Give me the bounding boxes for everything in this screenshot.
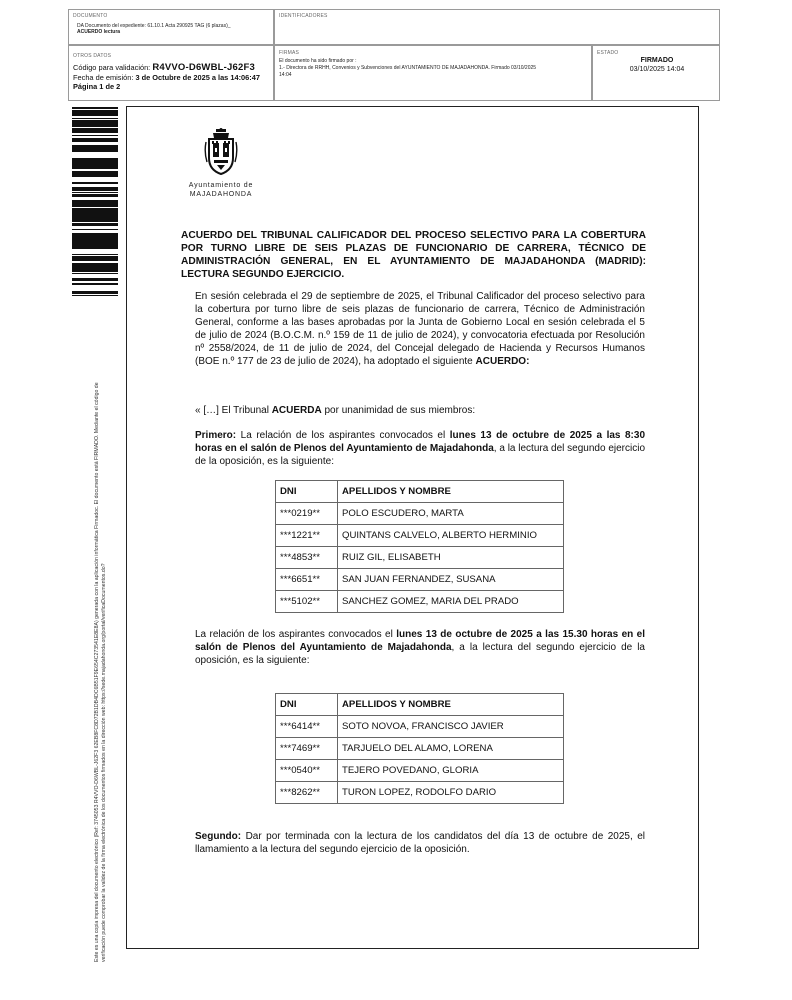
table-row bbox=[276, 591, 564, 613]
validation-code-prefix: Código para validación: bbox=[73, 63, 151, 72]
logo-line1: Ayuntamiento de bbox=[188, 182, 254, 189]
segundo-paragraph bbox=[195, 831, 645, 857]
intro-acuerdo: ACUERDO: bbox=[475, 355, 530, 367]
segunda-bold1: lunes 13 de octubre de 2025 a las 15.30 horas en el salón de Plenos del Ayuntamiento de Majadahonda bbox=[195, 629, 645, 653]
primero-text1: La relación de los aspirantes convocados el bbox=[240, 430, 446, 441]
validation-barcode bbox=[72, 106, 118, 296]
name-cell: TEJERO POVEDANO, GLORIA bbox=[338, 760, 564, 782]
identificadores-label: IDENTIFICADORES bbox=[279, 13, 328, 19]
firmas-line3: 14:04 bbox=[279, 72, 292, 78]
emission-date-prefix: Fecha de emisión: bbox=[73, 73, 134, 82]
validation-code: R4VVO-D6WBL-J62F3 bbox=[152, 62, 255, 73]
table-row bbox=[276, 503, 564, 525]
primero-label: Primero: bbox=[195, 430, 237, 441]
estado-date: 03/10/2025 14:04 bbox=[629, 66, 685, 73]
table-header-row bbox=[276, 481, 564, 503]
name-cell: POLO ESCUDERO, MARTA bbox=[338, 503, 564, 525]
dni-cell: ***7469** bbox=[276, 738, 338, 760]
name-cell: SOTO NOVOA, FRANCISCO JAVIER bbox=[338, 716, 564, 738]
coat-of-arms-icon bbox=[204, 128, 238, 176]
acuerda-prefix: « […] El Tribunal bbox=[195, 405, 269, 416]
table-row bbox=[276, 738, 564, 760]
name-cell: QUINTANS CALVELO, ALBERTO HERMINIO bbox=[338, 525, 564, 547]
name-cell: TARJUELO DEL ALAMO, LORENA bbox=[338, 738, 564, 760]
side-verification-note bbox=[94, 302, 108, 962]
segunda-text1: La relación de los aspirantes convocados el bbox=[195, 629, 393, 640]
emission-date: 3 de Octubre de 2025 a las 14:06:47 bbox=[135, 73, 260, 82]
column-header-dni: DNI bbox=[276, 694, 338, 716]
documento-label: DOCUMENTO bbox=[73, 13, 108, 19]
column-header-dni: DNI bbox=[276, 481, 338, 503]
primero-bold1: lunes 13 de octubre de 2025 a las 8:30 horas en el salón de Plenos del Ayuntamiento de Majadahonda bbox=[195, 430, 646, 454]
document-title: ACUERDO DEL TRIBUNAL CALIFICADOR DEL PROCESO SELECTIVO PARA LA COBERTURA POR TURNO LIBRE DE SEIS PLAZAS DE FUNCIONARIO DE CARRERA, TÉCNICO DE ADMINISTRACIÓN GENERAL, EN EL AYUNTAMIENTO DE MAJADAHONDA (MADRID): LECTURA SEGUNDO EJERCICIO. bbox=[181, 230, 646, 280]
segunda-text2: , a la lectura del segundo ejercicio de la oposición, es la siguiente: bbox=[195, 641, 645, 666]
segundo-label: Segundo: bbox=[195, 831, 242, 842]
column-header-name: APELLIDOS Y NOMBRE bbox=[338, 694, 564, 716]
segunda-relacion-paragraph bbox=[195, 629, 645, 668]
side-note-line1: Este es una copia impresa del documento electrónico (Ref: 3745053 R4VVO-D6WBL-J62F3 62EB8FC8D72B1DB4DC6B51F9E654C273541E8E8A) generada con la aplicación informática Firmadoc. El documento está FIRMADO. Mediante el código de bbox=[94, 382, 100, 962]
header-identificadores-box bbox=[274, 9, 720, 45]
firmas-line1: El documento ha sido firmado por : bbox=[279, 58, 357, 64]
header-firmas-box bbox=[274, 45, 592, 101]
table-row bbox=[276, 760, 564, 782]
table-row bbox=[276, 782, 564, 804]
firmas-label: FIRMAS bbox=[279, 50, 300, 56]
table-row bbox=[276, 547, 564, 569]
table-row bbox=[276, 569, 564, 591]
acuerda-suffix: por unanimidad de sus miembros: bbox=[324, 405, 476, 416]
dni-cell: ***1221** bbox=[276, 525, 338, 547]
header-otros-datos-box bbox=[68, 45, 274, 101]
validation-code-row bbox=[73, 62, 255, 73]
acuerda-paragraph bbox=[195, 405, 645, 418]
header-estado-box bbox=[592, 45, 720, 101]
dni-cell: ***6651** bbox=[276, 569, 338, 591]
segundo-text: Dar por terminada con la lectura de los candidatos del día 13 de octubre de 2025, el llamamiento a la lectura del segundo ejercicio de la oposición. bbox=[195, 831, 645, 855]
name-cell: RUIZ GIL, ELISABETH bbox=[338, 547, 564, 569]
table-header-row bbox=[276, 694, 564, 716]
column-header-name: APELLIDOS Y NOMBRE bbox=[338, 481, 564, 503]
primero-text2: , a la lectura del segundo ejercicio de la oposición, es la siguiente: bbox=[195, 442, 646, 467]
estado-status: FIRMADO bbox=[640, 57, 674, 64]
primero-paragraph bbox=[195, 430, 645, 469]
logo-line2: MAJADAHONDA bbox=[189, 191, 253, 198]
intro-paragraph bbox=[195, 291, 645, 368]
name-cell: TURON LOPEZ, RODOLFO DARIO bbox=[338, 782, 564, 804]
dni-cell: ***5102** bbox=[276, 591, 338, 613]
municipal-logo bbox=[188, 128, 254, 199]
name-cell: SAN JUAN FERNANDEZ, SUSANA bbox=[338, 569, 564, 591]
otros-datos-label: OTROS DATOS bbox=[73, 53, 112, 59]
dni-cell: ***8262** bbox=[276, 782, 338, 804]
header-documento-box bbox=[68, 9, 274, 45]
emission-date-row bbox=[73, 73, 260, 82]
dni-cell: ***0540** bbox=[276, 760, 338, 782]
name-cell: SANCHEZ GOMEZ, MARIA DEL PRADO bbox=[338, 591, 564, 613]
acuerda-bold: ACUERDA bbox=[271, 405, 322, 416]
dni-cell: ***0219** bbox=[276, 503, 338, 525]
table-row bbox=[276, 525, 564, 547]
dni-cell: ***6414** bbox=[276, 716, 338, 738]
table-row bbox=[276, 716, 564, 738]
side-note-line2: verificación puede comprobar la validez de la firma electrónica de los documentos firmados en la dirección web: https://sede.majadahonda.org/portal/verificaDocumentos.do? bbox=[101, 563, 107, 962]
intro-text: En sesión celebrada el 29 de septiembre de 2025, el Tribunal Calificador del proceso selectivo para la cobertura por turno libre de seis plazas de funcionario de carrera, Técnico de Administración General, conforme a las bases aprobadas por la Junta de Gobierno Local en sesión celebrada el 5 de julio de 2024 (B.O.C.M. n.º 159 de 11 de julio de 2024), y convocatoria efectuada por Resolución nº 2558/2024, de 11 de julio de 2024, del Concejal delegado de Hacienda y Recursos Humanos (BOE n.º 177 de 23 de julio de 2024), ha adoptado el siguiente bbox=[195, 291, 645, 367]
dni-cell: ***4853** bbox=[276, 547, 338, 569]
page-number: Página 1 de 2 bbox=[73, 82, 121, 91]
documento-line1: DA Documento del expediente: 61.10.1 Acta 290925 TAG (6 plazas)_ bbox=[77, 23, 231, 29]
estado-label: ESTADO bbox=[597, 50, 619, 56]
candidates-table-afternoon bbox=[275, 693, 564, 804]
documento-line2: ACUERDO lectura bbox=[77, 29, 121, 35]
firmas-line2: 1.- Directora de RRHH, Convenios y Subvenciones del AYUNTAMIENTO DE MAJADAHONDA. Firmado 03/10/2025 bbox=[279, 65, 537, 71]
candidates-table-morning bbox=[275, 480, 564, 613]
